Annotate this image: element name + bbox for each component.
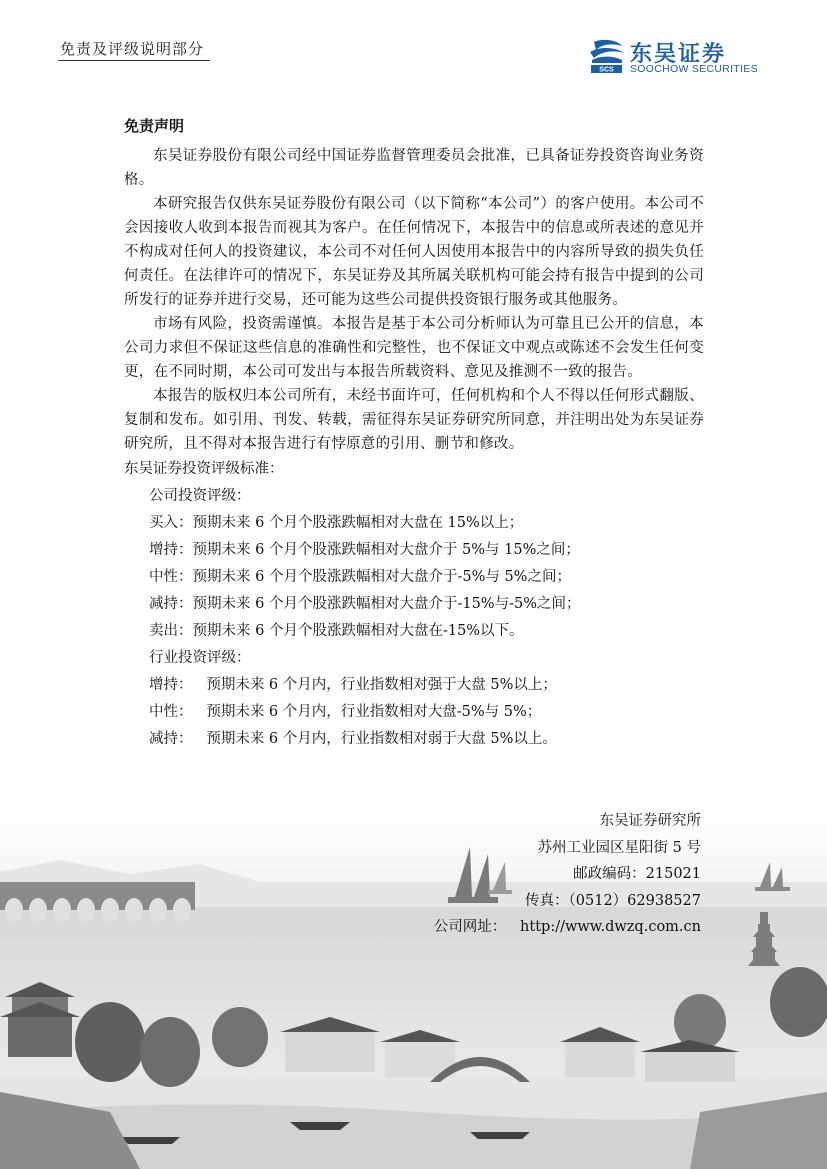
main-content — [124, 114, 704, 753]
logo-chinese-name: 东吴证券 — [630, 42, 727, 67]
industry-rating-line: 中性： 预期未来 6 个月内，行业指数相对大盘-5%与 5%； — [149, 704, 542, 720]
disclaimer-paragraph: 东吴证券股份有限公司经中国证券监督管理委员会批准，已具备证券投资咨询业务资格。 — [124, 148, 704, 188]
disclaimer-paragraph: 本研究报告仅供东吴证券股份有限公司（以下简称“本公司”）的客户使用。本公司不会因接收人收到本报告而视其为客户。在任何情况下，本报告中的信息或所表述的意见并不构成对任何人的投资建议，本公司不对任何人因使用本报告中的内容所导致的损失负任何责任。在法律许可的情况下，东吴证券及其所属关联机构可能会持有报告中提到的公司所发行的证券并进行交易，还可能为这些公司提供投资银行服务或其他服务。 — [124, 196, 704, 308]
industry-rating-line: 减持： 预期未来 6 个月内，行业指数相对弱于大盘 5%以上。 — [149, 731, 557, 747]
logo-english-name: SOOCHOW SECURITIES — [630, 63, 758, 75]
postcode: 邮政编码：215021 — [573, 866, 701, 882]
website[interactable]: 公司网址： http://www.dwzq.com.cn — [433, 919, 701, 935]
company-logo — [588, 36, 758, 78]
header-underline — [58, 60, 210, 61]
disclaimer-paragraph: 市场有风险，投资需谨慎。本报告是基于本公司分析师认为可靠且已公开的信息，本公司力求但不保证这些信息的准确性和完整性，也不保证文中观点或陈述不会发生任何变更，在不同时期，本公司可发出与本报告所载资料、意见及推测不一致的报告。 — [124, 316, 704, 380]
company-rating-heading: 公司投资评级： — [149, 488, 251, 504]
section-title: 免责及评级说明部分 — [60, 40, 205, 58]
company-rating-line: 卖出：预期未来 6 个月个股涨跌幅相对大盘在-15%以下。 — [149, 623, 524, 639]
contact-address-block — [434, 808, 701, 941]
industry-rating-line: 增持： 预期未来 6 个月内，行业指数相对强于大盘 5%以上； — [149, 677, 557, 693]
company-rating-line: 中性：预期未来 6 个月个股涨跌幅相对大盘介于-5%与 5%之间； — [149, 569, 571, 585]
disclaimer-heading: 免责声明 — [124, 117, 185, 135]
company-rating-line: 买入：预期未来 6 个月个股涨跌幅相对大盘在 15%以上； — [149, 515, 524, 531]
logo-mark-text: SCS — [599, 66, 614, 74]
street-address: 苏州工业园区星阳街 5 号 — [537, 839, 701, 856]
fax-number: 传真：（0512）62938527 — [525, 892, 701, 909]
company-rating-section — [124, 483, 704, 645]
institute-name: 东吴证券研究所 — [599, 813, 701, 829]
company-rating-line: 减持：预期未来 6 个月个股涨跌幅相对大盘介于-15%与-5%之间； — [149, 596, 581, 612]
industry-rating-section — [124, 645, 704, 753]
industry-rating-heading: 行业投资评级： — [149, 650, 251, 666]
rating-standard-title: 东吴证券投资评级标准： — [124, 461, 284, 477]
landscape-illustration — [0, 812, 827, 1169]
company-rating-line: 增持：预期未来 6 个月个股涨跌幅相对大盘介于 5%与 15%之间； — [149, 542, 580, 558]
scs-logo-icon — [588, 38, 626, 74]
disclaimer-paragraph: 本报告的版权归本公司所有，未经书面许可，任何机构和个人不得以任何形式翻版、复制和发布。如引用、刊发、转载，需征得东吴证券研究所同意，并注明出处为东吴证券研究所，且不得对本报告进行有悖原意的引用、删节和修改。 — [124, 388, 704, 452]
